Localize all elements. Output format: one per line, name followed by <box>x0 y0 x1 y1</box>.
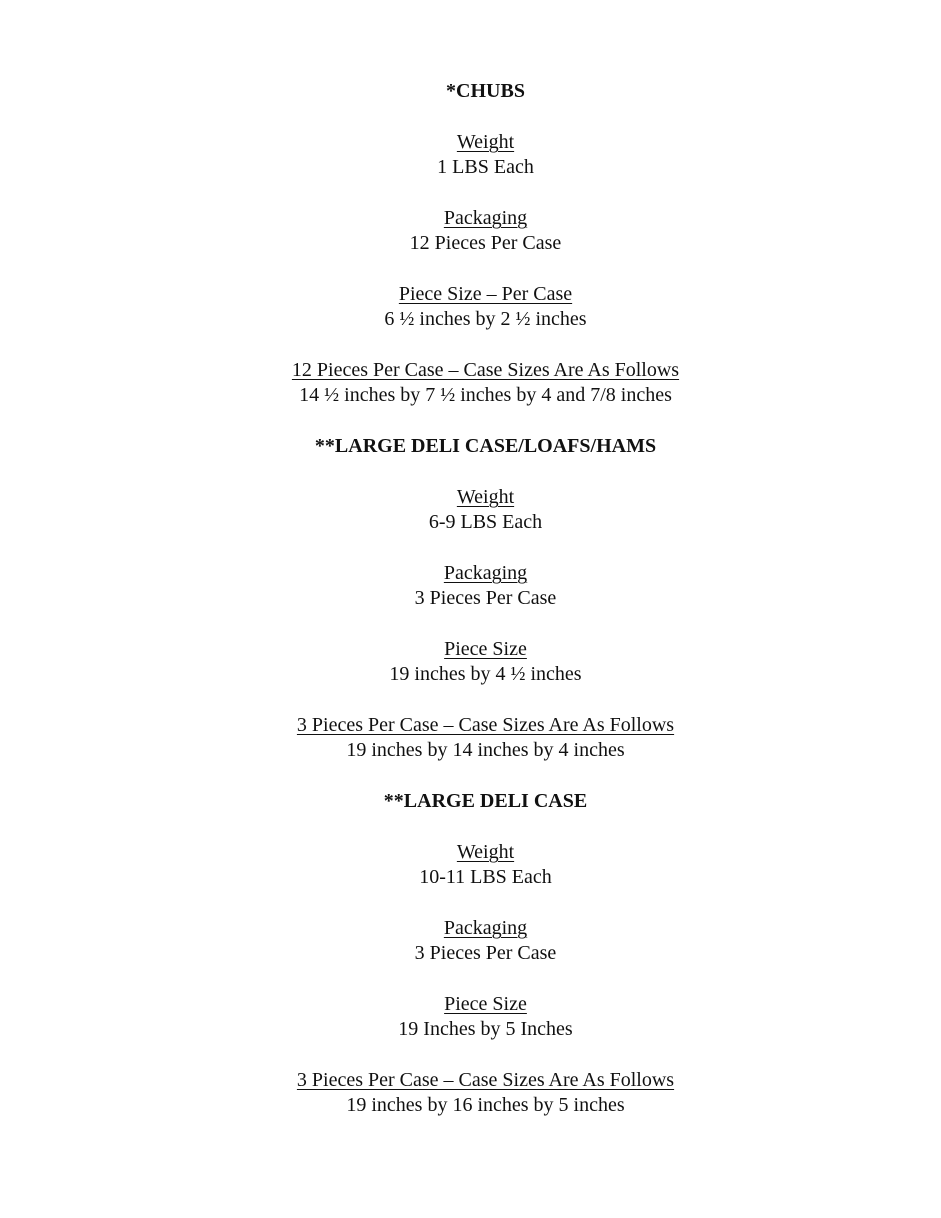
field-value: 10-11 LBS Each <box>419 866 552 888</box>
section-title: **LARGE DELI CASE/LOAFS/HAMS <box>314 435 657 457</box>
field-value: 12 Pieces Per Case <box>409 232 562 254</box>
field-case-size <box>0 1068 941 1118</box>
field-case-size <box>0 713 941 763</box>
field-label: Piece Size <box>444 993 527 1015</box>
field-value: 19 Inches by 5 Inches <box>398 1018 573 1040</box>
field-value: 6-9 LBS Each <box>428 511 543 533</box>
section-chubs <box>0 79 941 408</box>
field-label: Packaging <box>443 917 528 939</box>
field-label: Weight <box>456 841 515 863</box>
field-label: Packaging <box>443 562 528 584</box>
field-label: 3 Pieces Per Case – Case Sizes Are As Follows <box>296 714 675 736</box>
field-value: 14 ½ inches by 7 ½ inches by 4 and 7/8 inches <box>299 384 672 406</box>
field-value: 3 Pieces Per Case <box>414 942 557 964</box>
field-label: 3 Pieces Per Case – Case Sizes Are As Follows <box>296 1069 675 1091</box>
field-weight <box>0 130 941 180</box>
field-value: 3 Pieces Per Case <box>414 587 557 609</box>
field-case-size <box>0 358 941 408</box>
field-piece-size <box>0 282 941 332</box>
field-value: 1 LBS Each <box>437 156 534 178</box>
field-value: 19 inches by 14 inches by 4 inches <box>346 739 625 761</box>
section-title: **LARGE DELI CASE <box>383 790 588 812</box>
field-label: Weight <box>456 486 515 508</box>
field-packaging <box>0 916 941 966</box>
field-piece-size <box>0 992 941 1042</box>
section-large-deli-loafs-hams <box>0 434 941 763</box>
field-value: 6 ½ inches by 2 ½ inches <box>384 308 587 330</box>
field-label: 12 Pieces Per Case – Case Sizes Are As Follows <box>291 359 680 381</box>
field-value: 19 inches by 4 ½ inches <box>389 663 582 685</box>
field-piece-size <box>0 637 941 687</box>
section-large-deli-case <box>0 789 941 1118</box>
field-weight <box>0 485 941 535</box>
field-label: Weight <box>456 131 515 153</box>
field-label: Piece Size <box>444 638 527 660</box>
field-value: 19 inches by 16 inches by 5 inches <box>346 1094 625 1116</box>
field-packaging <box>0 206 941 256</box>
field-packaging <box>0 561 941 611</box>
field-label: Packaging <box>443 207 528 229</box>
document-page <box>0 79 941 1118</box>
field-label: Piece Size – Per Case <box>398 283 573 305</box>
field-weight <box>0 840 941 890</box>
section-title: *CHUBS <box>446 80 525 102</box>
